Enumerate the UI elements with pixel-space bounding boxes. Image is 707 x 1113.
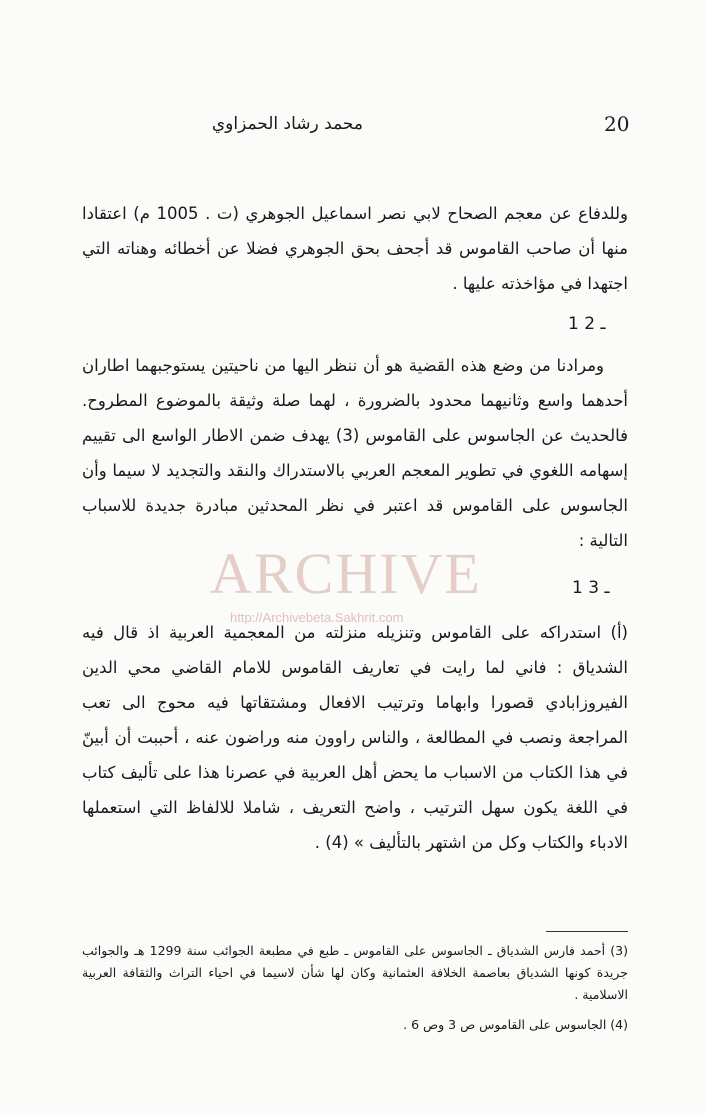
page-header bbox=[84, 112, 630, 142]
paragraph-2: ومرادنا من وضع هذه القضية هو أن ننظر اليها من ناحيتين يستوجبهما اطاران أحدهما واسع وثانيهما محدود بالضرورة ، لهما صلة وثيقة بالموضوع المطروح. فالحديث عن الجاسوس على القاموس (3) يهدف ضمن الاطار الواسع الى تقييم إسهامه اللغوي في تطوير المعجم العربي بالاستدراك والنقد والتجديد لا سيما وأن الجاسوس على القاموس قد اعتبر في نظر المحدثين مبادرة جديدة للاسباب التالية : bbox=[82, 356, 629, 550]
footnote-3: (3) أحمد فارس الشدياق ـ الجاسوس على القاموس ـ طبع في مطبعة الجوائب سنة 1299 هـ والجوائب جريدة كونها الشدياق بعاصمة الخلافة العثمانية وكان لها شأن لاسيما في احياء التراث والثقافة العربية الاسلامية . bbox=[82, 943, 628, 1002]
page-number: 20 bbox=[604, 112, 630, 136]
paragraph-1: وللدفاع عن معجم الصحاح لابي نصر اسماعيل الجوهري (ت . 1005 م) اعتقادا منها أن صاحب القاموس قد أجحف بحق الجوهري فضلا عن أخطائه وهناته التي اجتهدا في مؤاخذته عليها . bbox=[82, 204, 628, 293]
running-head-author: محمد رشاد الحمزاوي bbox=[211, 114, 363, 134]
footnotes bbox=[82, 940, 628, 1044]
paragraph-3: (أ) استدراكه على القاموس وتنزيله منزلته من المعجمية العربية اذ قال فيه الشدياق : فاني لما رايت في تعاريف القاموس للامام القاضي محي الدين الفيروزابادي قصورا وابهاما وترتيب الافعال ومشتقاتها فيه محوج الى تعب المراجعة ونصب في المطالعة ، والناس راوون منه وراضون عنه ، أحببت أن أبينّ في هذا الكتاب من الاسباب ما يحض أهل العربية في عصرنا هذا على تأليف كتاب في اللغة يكون سهل الترتيب ، واضح التعريف ، شاملا للالفاظ التي استعملها الادباء والكتاب وكل من اشتهر بالتأليف » (4) . bbox=[82, 623, 628, 852]
watermark-url: http://Archivebeta.Sakhrit.com bbox=[230, 610, 404, 625]
watermark-word: ARCHIVE bbox=[210, 541, 482, 606]
footnote-4: (4) الجاسوس على القاموس ص 3 وص 6 . bbox=[403, 1017, 628, 1032]
section-number-1-2: 1 ـ 2 bbox=[568, 314, 606, 334]
section-number-1-3: 1 ـ 3 bbox=[572, 578, 610, 598]
footnote-divider bbox=[546, 931, 628, 932]
